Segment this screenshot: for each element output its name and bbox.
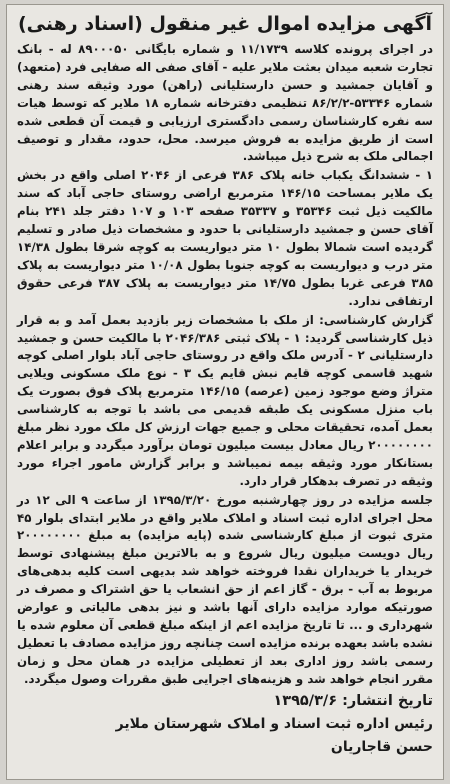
auction-notice (6, 4, 444, 780)
expert-report-paragraph: گزارش کارشناسی: از ملک با مشخصات زیر بازدید بعمل آمد و به قرار ذیل کارشناسی گردید: ۱ - پلاک ثبتی ۲۰۴۶/۳۸۶ با مالکیت حسن و جمشید دارستلیانی ۲ - آدرس ملک واقع در روستای حاجی آباد بلوار اصلی کوچه شهید قاسمی کوچه قایم نبش قایم یک ۳ - نوع ملک مسکونی ویلایی متراژ وضع موجود زمین (عرصه) ۱۴۶/۱۵ مترمربع پلاک فوق بصورت یک باب منزل مسکونی یک طبقه قدیمی می باشد با توجه به کارشناسی بعمل آمده، تحقیقات محلی و جمیع جهات ارزش کل ملک مورد نظر مبلغ ۲۰۰۰۰۰۰۰۰ ریال معادل بیست میلیون تومان برآورد میگردد و برابر اعلام بستانکار مورد وثیقه بیمه نمیباشد و برابر گزارش مامور اجراء مورد وثیقه در تصرف بدهکار قرار دارد. (17, 312, 433, 488)
signatory-name: حسن قاجاریان (330, 738, 433, 755)
auction-session-paragraph: جلسه مزایده در روز چهارشنبه مورخ ۱۳۹۵/۳/۲۰ از ساعت ۹ الی ۱۲ در محل اجرای اداره ثبت اسناد و املاک ملایر واقع در ملایر ابتدای بلوار ۴۵ متری ثبوت از مبلغ کارشناسی شده (پایه مزایده) به مبلغ ۲۰۰۰۰۰۰۰۰ ریال دویست میلیون ریال شروع و به بالاترین مبلغ پیشنهادی توسط خریدار یا خریداران نقدا فروخته خواهد شد بدیهی است کلیه بدهی‌های مربوط به آب - برق - گاز اعم از حق انشعاب یا حق اشتراک و مصرف در صورتیکه موارد مزایده دارای آنها باشد و نیز بدهی مالیاتی و عوارض شهرداری و ... تا تاریخ مزایده اعم از اینکه مبلغ قطعی آن معلوم شده یا نشده باشد بعهده برنده مزایده است چنانچه روز مزایده مصادف با تعطیل رسمی باشد روز اداری بعد از تعطیلی مزایده در همان محل و زمان مقرر انجام خواهد شد و هزینه‌های اجرایی طبق مقررات وصول میگردد. (17, 492, 434, 686)
intro-paragraph: در اجرای پرونده کلاسه ۱۱/۱۷۳۹ و شماره بایگانی ۸۹۰۰۰۵۰ له - بانک تجارت شعبه میدان بعثت ملایر علیه - آقای صفی اله صفایی فرد (متعهد) و آقایان جمشید و حسن دارستلیانی (راهن) مورد وثیقه سند رهنی شماره ۵۳۳۴۶-۸۶/۲/۲ تنظیمی دفترخانه شماره ۱۸ ملایر که توسط هیات سه نفره کارشناسان رسمی دادگستری ارزیابی و قیمت آن قطعی شده است از طریق مزایده به فروش میرسد. محل، حدود، مقدار و توصیف اجمالی ملک به شرح ذیل میباشد. (17, 42, 433, 164)
publish-date: تاریخ انتشار: ۱۳۹۵/۳/۶ (273, 692, 433, 709)
property-description-paragraph: ۱ - ششدانگ یکباب خانه پلاک ۳۸۶ فرعی از ۲۰۴۶ اصلی واقع در بخش یک ملایر بمساحت ۱۴۶/۱۵ مترمربع اراضی روستای حاجی آباد که سند مالکیت ذیل ثبت ۳۵۳۴۶ و ۳۵۳۳۷ صفحه ۱۰۳ و ۱۰۷ دفتر جلد ۲۴۱ بنام آقای حسن و جمشید دارستلیانی با حدود و مشخصات ذیل صادر و تسلیم گردیده است شمالا بطول ۱۰ متر دیواریست به کوچه شرقا بطول ۱۴/۳۸ متر درب و دیواریست به کوچه جنوبا بطول ۱۰/۰۸ متر دیواریست به پلاک ۳۸۵ فرعی غربا بطول ۱۴/۷۵ متر دیواریست به پلاک ۳۸۷ فرعی حقوق ارتفاقی ندارد. (17, 168, 433, 308)
signatory-title: رئیس اداره ثبت اسناد و املاک شهرستان ملایر (115, 715, 433, 732)
notice-title: آگهی مزایده اموال غیر منقول (اسناد رهنی) (17, 13, 433, 35)
